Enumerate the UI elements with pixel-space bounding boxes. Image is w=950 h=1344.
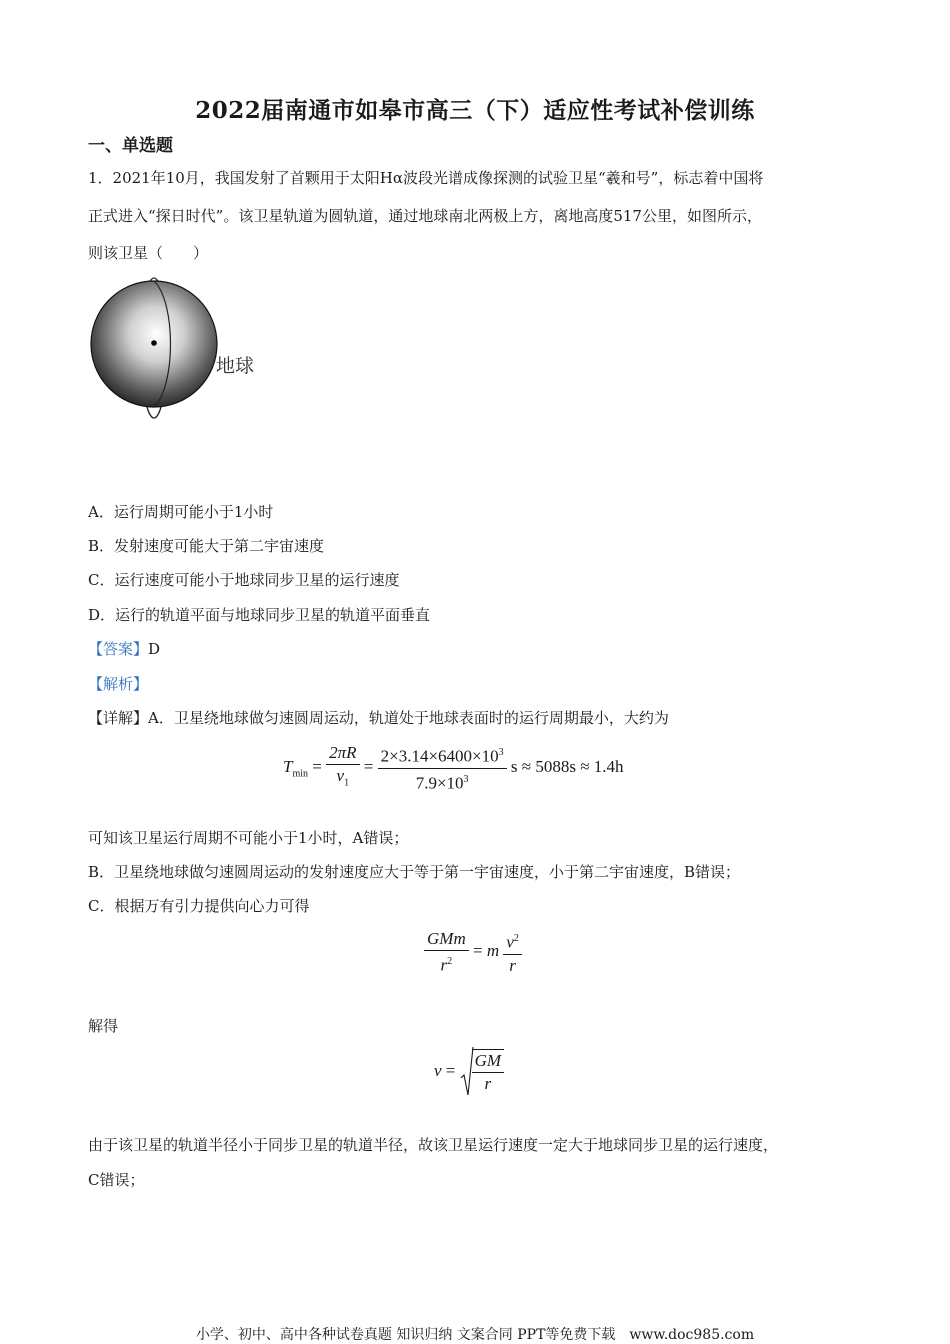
- eq2-fraction-right: [503, 928, 522, 977]
- answer-line: [88, 639, 160, 659]
- paragraph-a: 可知该卫星运行周期不可能小于1小时，A错误；: [88, 829, 409, 847]
- eq1-f1-den-sub: 1: [344, 777, 350, 789]
- detail-text: A．卫星绕地球做匀速圆周运动，轨道处于地球表面时的运行周期最小，大约为: [148, 709, 669, 727]
- eq1-f1-num: 2πR: [329, 743, 357, 762]
- answer-value: D: [148, 640, 161, 658]
- eq3-num: GM: [474, 1051, 502, 1070]
- paragraph-b: B．卫星绕地球做匀速圆周运动的发射速度应大于等于第一宇宙速度，小于第二宇宙速度，B错误；: [88, 863, 741, 881]
- page-footer: 小学、初中、高中各种试卷真题 知识归纳 文案合同 PPT等免费下载 www.doc985.com: [195, 1327, 755, 1343]
- option-d: D．运行的轨道平面与地球同步卫星的轨道平面垂直: [88, 606, 431, 624]
- solve-text: 解得: [88, 1017, 119, 1035]
- equation-gravity: $\frac{\text{GMm}}{r^2}$ = m $\frac{v^2}{r}$: [424, 928, 522, 977]
- paragraph-c: C．根据万有引力提供向心力可得: [88, 897, 310, 915]
- eq2-rden: r: [509, 955, 516, 975]
- option-b: B．发射速度可能大于第二宇宙速度: [88, 537, 325, 555]
- eq2-den-sup: 2: [447, 956, 453, 967]
- eq1-lhs: T: [283, 757, 293, 777]
- earth-label: 地球: [216, 355, 255, 377]
- eq1-tail: s ≈ 5088s ≈ 1.4h: [510, 757, 624, 777]
- equation-period: $T_{min}$ = $\frac{2\pi R}{v_1}$ = $\frac{2\times 3.14\times 6400\times 10^3}{7.9\times 10^3}$ s ≈ 5088s ≈ 1.4h: [283, 742, 624, 794]
- option-a: A．运行周期可能小于1小时: [88, 503, 274, 521]
- detail-line: [88, 708, 669, 728]
- conclusion-line-2: C错误；: [88, 1171, 145, 1189]
- question-line-3: 则该卫星（ ）: [88, 244, 209, 262]
- eq2-rnum-sup: 2: [513, 933, 519, 944]
- earth-orbit-figure: [86, 272, 266, 424]
- eq1-f2-num: 2×3.14×6400×10: [380, 746, 499, 766]
- question-line-1: 1．2021年10月，我国发射了首颗用于太阳Hα波段光谱成像探测的试验卫星“羲和号”，标志着中国将: [88, 169, 764, 187]
- eq3-lhs: v: [434, 1060, 442, 1080]
- question-line-2: 正式进入“探日时代”。该卫星轨道为圆轨道，通过地球南北两极上方，离地高度517公里，如图所示，: [88, 207, 762, 225]
- answer-label: 【答案】: [88, 640, 149, 658]
- eq1-f2-den: 7.9×10: [415, 773, 464, 793]
- document-title: 2022届南通市如皋市高三（下）适应性考试补偿训练: [195, 97, 755, 124]
- section-heading: 一、单选题: [88, 136, 173, 156]
- analysis-label: 【解析】: [88, 675, 149, 693]
- eq3-fraction: [472, 1049, 504, 1095]
- eq1-f2-num-sup: 3: [498, 747, 504, 759]
- detail-label: 【详解】: [88, 709, 149, 727]
- eq3-den: r: [484, 1074, 492, 1093]
- eq1-lhs-sub: min: [292, 768, 309, 780]
- eq1-f2-den-sup: 3: [463, 773, 469, 785]
- option-c: C．运行速度可能小于地球同步卫星的运行速度: [88, 571, 400, 589]
- equation-velocity: v = $\frac{GM}{r}$: [434, 1046, 504, 1098]
- eq2-num: GMm: [427, 929, 466, 948]
- eq1-f1-den: v: [336, 766, 345, 785]
- eq2-rnum: v: [506, 932, 514, 952]
- eq2-fraction-left: [424, 928, 469, 977]
- conclusion-line-1: 由于该卫星的轨道半径小于同步卫星的轨道半径，故该卫星运行速度一定大于地球同步卫星的运行速度，: [88, 1136, 779, 1154]
- eq2-mid: m: [486, 941, 500, 961]
- eq1-fraction-1: [326, 742, 359, 794]
- eq2-den: r: [440, 955, 448, 975]
- earth-center-dot: [151, 340, 157, 346]
- eq1-fraction-2: [378, 742, 507, 794]
